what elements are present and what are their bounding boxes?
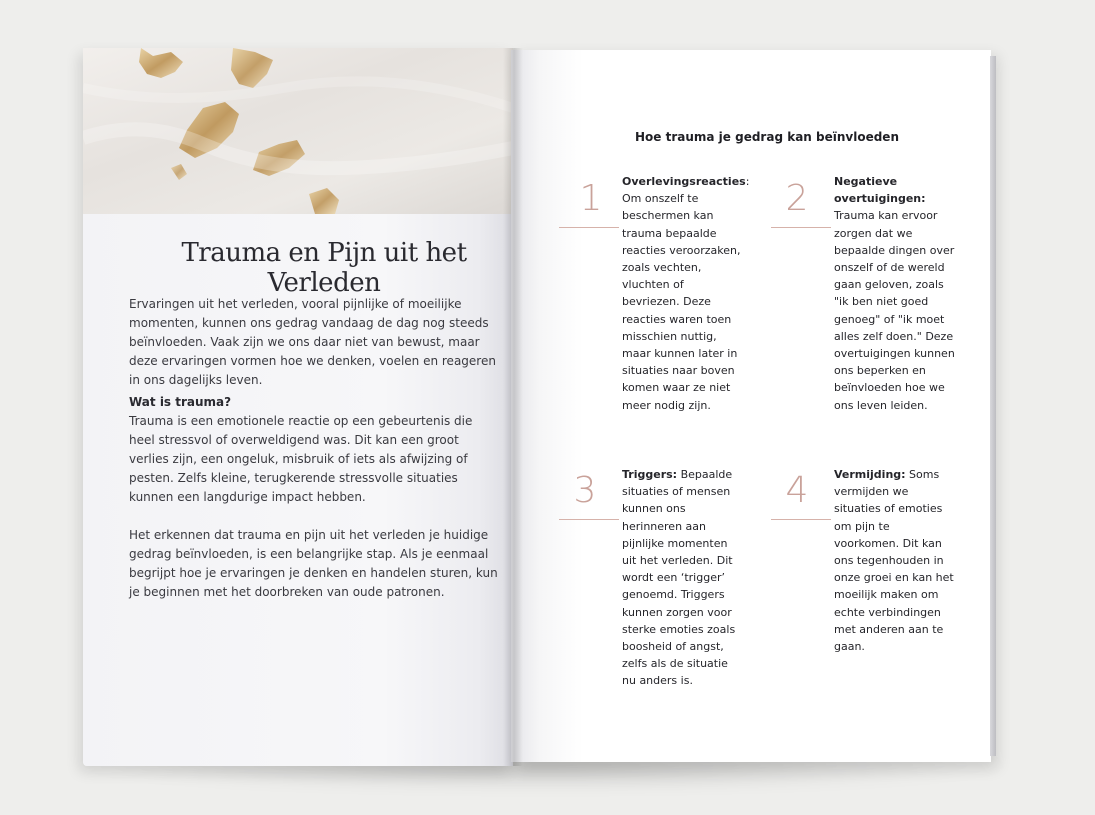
item-rule-3 [559,519,619,520]
book-spine-shadow [503,48,523,766]
gold-marble-header-image [83,48,513,214]
item-body-2: Trauma kan ervoor zorgen dat we bepaalde dingen over onszelf of de wereld gaan geloven, zoals "ik ben niet goed genoeg" of "ik moet alles zelf doen." Deze overtuigingen kunnen ons beperken en beïnvloeden hoe we ons leven leiden. [834,209,955,412]
section-paragraph: Trauma is een emotionele reactie op een gebeurtenis die heel stressvol of overweldigend was. Dit kan een groot verlies zijn, een ongeluk, misbruik of iets als afwijzing of pesten. Zelfs kleine, terugkerende stressvolle situaties kunnen een langdurige impact hebben. [129,414,473,504]
item-label-3: Triggers: [622,468,678,481]
page-title: Trauma en Pijn uit het Verleden [181,238,467,298]
item-number-1: 1 [579,178,603,219]
item-rule-4 [771,519,831,520]
item-text-4 [834,466,956,655]
item-body-1: Om onszelf te beschermen kan trauma bepaalde reacties veroorzaken, zoals vechten, vluchten of bevriezen. Deze reacties waren toen misschien nuttig, maar kunnen later in situaties naar boven komen waar ze niet meer nodig zijn. [622,192,741,412]
item-number-3: 3 [573,470,597,511]
item-body-3: Bepaalde situaties of mensen kunnen ons herinneren aan pijnlijke momenten uit het verleden. Dit wordt een ‘trigger’ genoemd. Triggers kunnen zorgen voor sterke emoties zoals boosheid of angst, zelfs als de situatie nu anders is. [622,468,736,688]
item-label-1: Overlevingsreacties [622,175,746,188]
item-label-4: Vermijding: [834,468,906,481]
right-page [511,50,991,762]
item-text-3 [622,466,744,690]
left-page [83,48,513,766]
item-number-4: 4 [785,470,809,511]
item-rule-2 [771,227,831,228]
closing-paragraph: Het erkennen dat trauma en pijn uit het verleden je huidige gedrag beïnvloeden, is een belangrijke stap. Als je eenmaal begrijpt hoe je ervaringen je denken en handelen sturen, kun je beginnen met het doorbreken van oude patronen. [129,528,498,599]
item-body-4: Soms vermijden we situaties of emoties om pijn te voorkomen. Dit kan ons tegenhouden in onze groei en kan het moeilijk maken om echte verbindingen met anderen aan te gaan. [834,468,954,654]
intro-paragraph: Ervaringen uit het verleden, vooral pijnlijke of moeilijke momenten, kunnen ons gedrag vandaag de dag nog steeds beïnvloeden. Vaak zijn we ons daar niet van bewust, maar deze ervaringen vormen hoe we denken, voelen en reageren in ons dagelijks leven. [129,297,496,387]
item-sep-1: : [745,175,750,188]
gold-leaf-decoration [83,48,513,214]
item-text-2 [834,173,956,414]
item-rule-1 [559,227,619,228]
right-page-heading: Hoe trauma je gedrag kan beïnvloeden [635,130,899,144]
item-number-2: 2 [785,178,809,219]
item-label-2: Negatieve overtuigingen: [834,175,926,206]
section-heading: Wat is trauma? [129,395,232,409]
page-stack-edge [990,56,996,756]
item-text-1 [622,173,750,414]
